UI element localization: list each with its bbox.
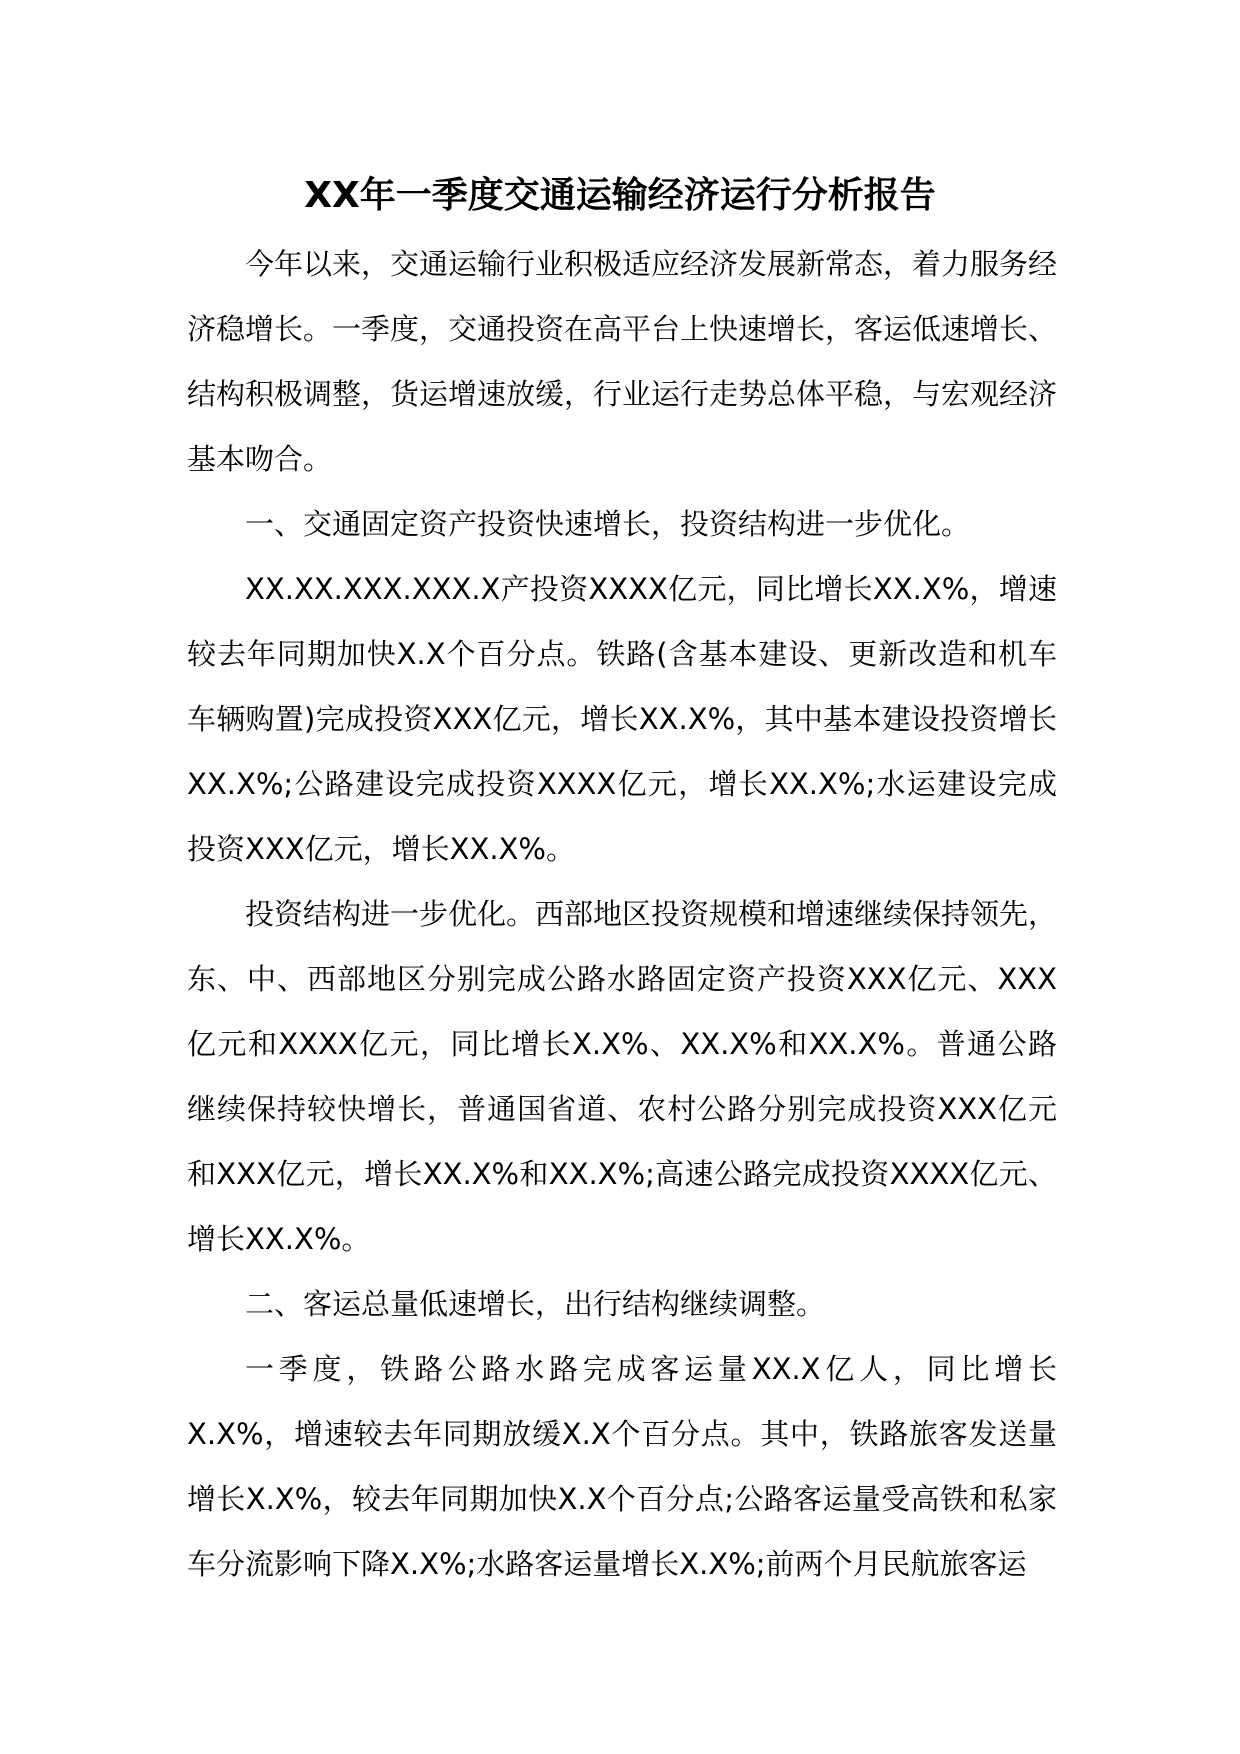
paragraph-passenger: 一季度，铁路公路水路完成客运量XX.X亿人，同比增长X.X%，增速较去年同期放缓X.X个百分点。其中，铁路旅客发送量增长X.X%，较去年同期加快X.X个百分点;公路客运量受高铁和私家车分流影响下降X.X%;水路客运量增长X.X%;前两个月民航旅客运 [187, 1352, 1057, 1581]
paragraph-investment: XX.XX.XXX.XXX.X产投资XXXX亿元，同比增长XX.X%，增速较去年同期加快X.X个百分点。铁路(含基本建设、更新改造和机车车辆购置)完成投资XXX亿元，增长XX.X%，其中基本建设投资增长XX.X%;公路建设完成投资XXXX亿元，增长XX.X%;水运建设完成投资XXX亿元，增长XX.X%。 [187, 572, 1057, 866]
paragraph-intro: 今年以来，交通运输行业积极适应经济发展新常态，着力服务经济稳增长。一季度，交通投资在高平台上快速增长，客运低速增长、结构积极调整，货运增速放缓，行业运行走势总体平稳，与宏观经济基本吻合。 [187, 247, 1058, 476]
section-heading-1: 一、交通固定资产投资快速增长，投资结构进一步优化。 [245, 507, 971, 541]
paragraph-investment-structure: 投资结构进一步优化。西部地区投资规模和增速继续保持领先，东、中、西部地区分别完成公路水路固定资产投资XXX亿元、XXX亿元和XXXX亿元，同比增长X.X%、XX.X%和XX.X%。普通公路继续保持较快增长，普通国省道、农村公路分别完成投资XXX亿元和XXX亿元，增长XX.X%和XX.X%;高速公路完成投资XXXX亿元、增长XX.X%。 [187, 897, 1058, 1256]
section-heading-2: 二、客运总量低速增长，出行结构继续调整。 [245, 1287, 826, 1321]
document-body [187, 232, 1057, 1597]
document-title: XX年一季度交通运输经济运行分析报告 [304, 175, 936, 216]
